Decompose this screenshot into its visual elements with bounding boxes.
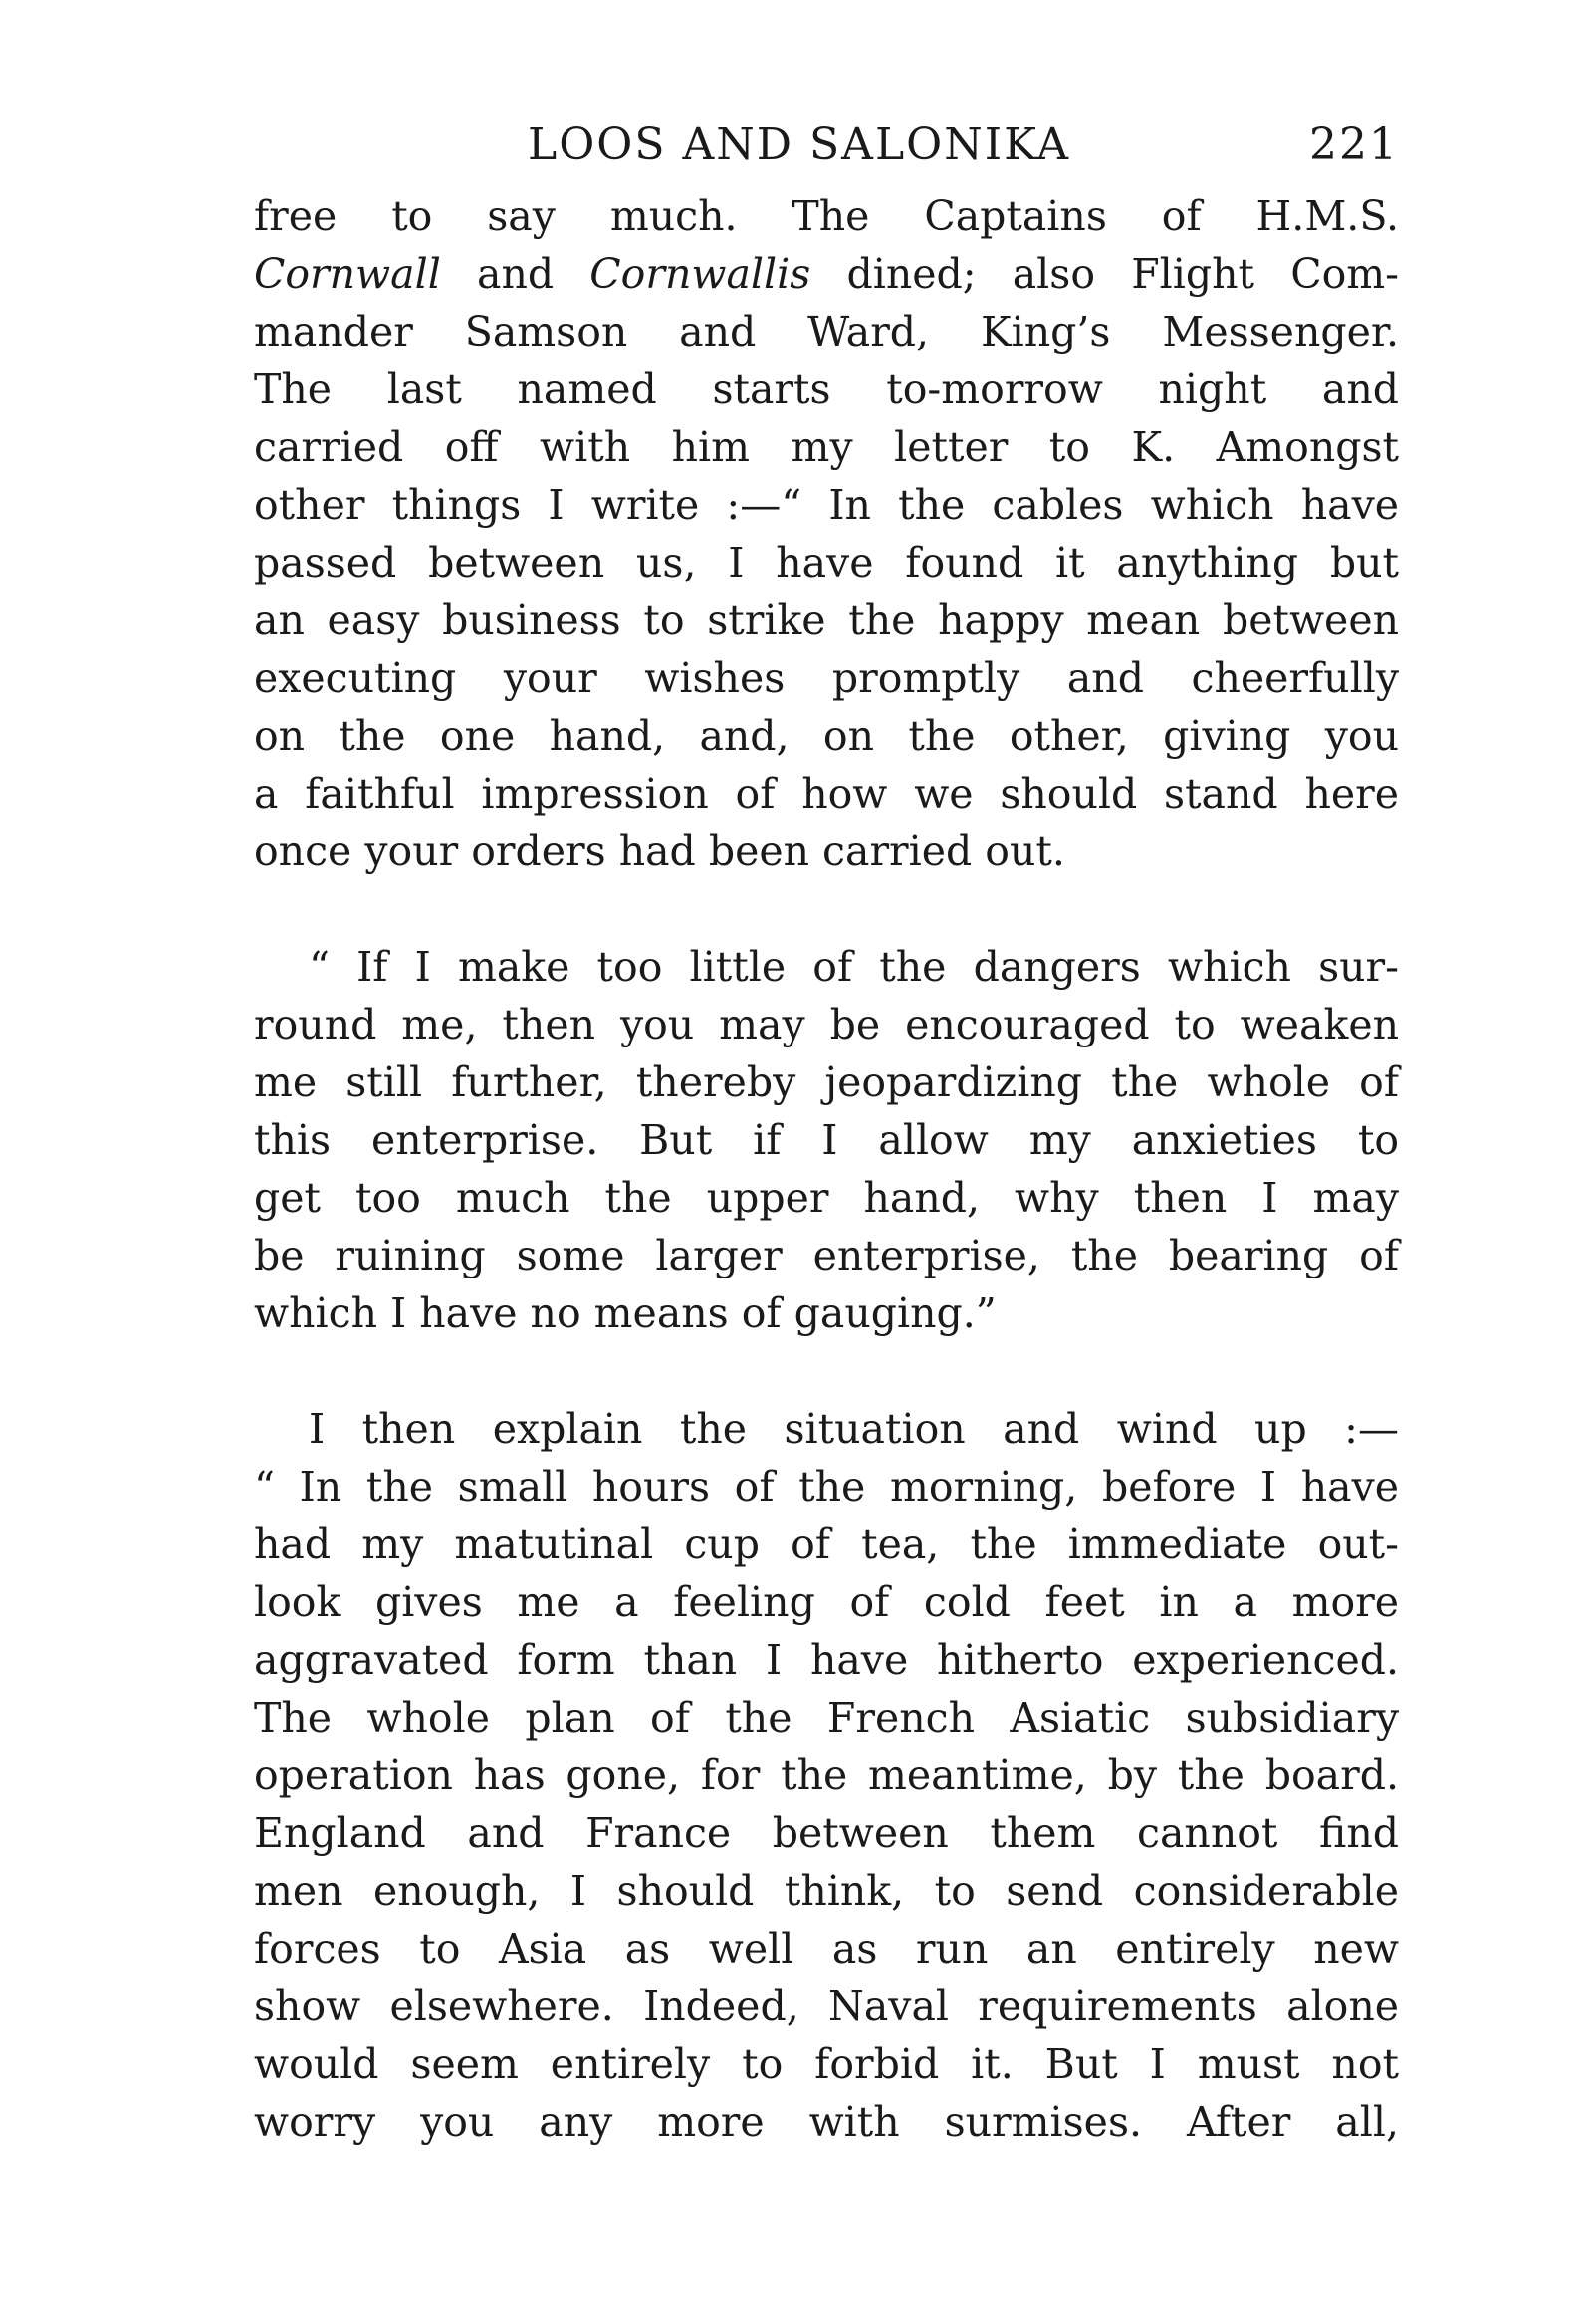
text-line: “ If I make too little of the dangers which sur-	[309, 943, 1399, 991]
text-line: had my matutinal cup of tea, the immediate out-	[254, 1520, 1399, 1568]
text-line: passed between us, I have found it anything but	[254, 539, 1399, 586]
paragraph-1	[254, 187, 1399, 880]
text-line: show elsewhere. Indeed, Naval requirements alone	[254, 1982, 1399, 2030]
text-line: on the one hand, and, on the other, giving you	[254, 712, 1399, 760]
text-line: which I have no means of gauging.”	[254, 1289, 997, 1337]
text-line: forces to Asia as well as run an entirely new	[254, 1925, 1399, 1973]
text-line-italic-ships: Cornwall and Cornwallis dined; also Flight Com-	[254, 250, 1399, 298]
text-line: this enterprise. But if I allow my anxieties to	[254, 1116, 1399, 1164]
text-line: men enough, I should think, to send considerable	[254, 1867, 1399, 1915]
running-head	[254, 119, 1399, 187]
paragraph-gap	[254, 1342, 1399, 1400]
text-line: be ruining some larger enterprise, the bearing of	[254, 1232, 1399, 1279]
text-line: an easy business to strike the happy mean between	[254, 596, 1399, 644]
text-line: I then explain the situation and wind up :—	[309, 1405, 1399, 1453]
text-line: mander Samson and Ward, King’s Messenger.	[254, 308, 1399, 355]
text-line: executing your wishes promptly and cheerfully	[254, 654, 1399, 702]
text-line: free to say much. The Captains of H.M.S.	[254, 192, 1399, 240]
paragraph-3	[254, 1400, 1399, 2151]
paragraph-gap	[254, 880, 1399, 938]
text-line: other things I write :—“ In the cables which have	[254, 481, 1399, 529]
text-line: round me, then you may be encouraged to weaken	[254, 1001, 1399, 1048]
text-line: “ In the small hours of the morning, before I have	[254, 1463, 1399, 1511]
ship-name-cornwallis: Cornwallis	[589, 250, 811, 298]
book-page	[254, 119, 1399, 2151]
ship-name-cornwall: Cornwall	[254, 250, 441, 298]
paragraph-2	[254, 938, 1399, 1342]
text-line: operation has gone, for the meantime, by the board.	[254, 1751, 1399, 1799]
text-line: me still further, thereby jeopardizing the whole of	[254, 1058, 1399, 1106]
text-line: The last named starts to-morrow night and	[254, 365, 1399, 413]
text-line: look gives me a feeling of cold feet in a more	[254, 1578, 1399, 1626]
running-title: LOOS AND SALONIKA	[528, 119, 1070, 170]
text-line: aggravated form than I have hitherto experienced.	[254, 1636, 1399, 1684]
text-line: worry you any more with surmises. After all,	[254, 2098, 1399, 2146]
text-line: The whole plan of the French Asiatic subsidiary	[254, 1694, 1399, 1742]
page-number: 221	[1309, 119, 1399, 170]
text-line: would seem entirely to forbid it. But I must not	[254, 2040, 1399, 2088]
text-line: once your orders had been carried out.	[254, 827, 1065, 875]
text-line: England and France between them cannot find	[254, 1809, 1399, 1857]
text-line: a faithful impression of how we should stand here	[254, 770, 1399, 817]
text-line: get too much the upper hand, why then I may	[254, 1174, 1399, 1222]
text-line: carried off with him my letter to K. Amongst	[254, 423, 1399, 471]
